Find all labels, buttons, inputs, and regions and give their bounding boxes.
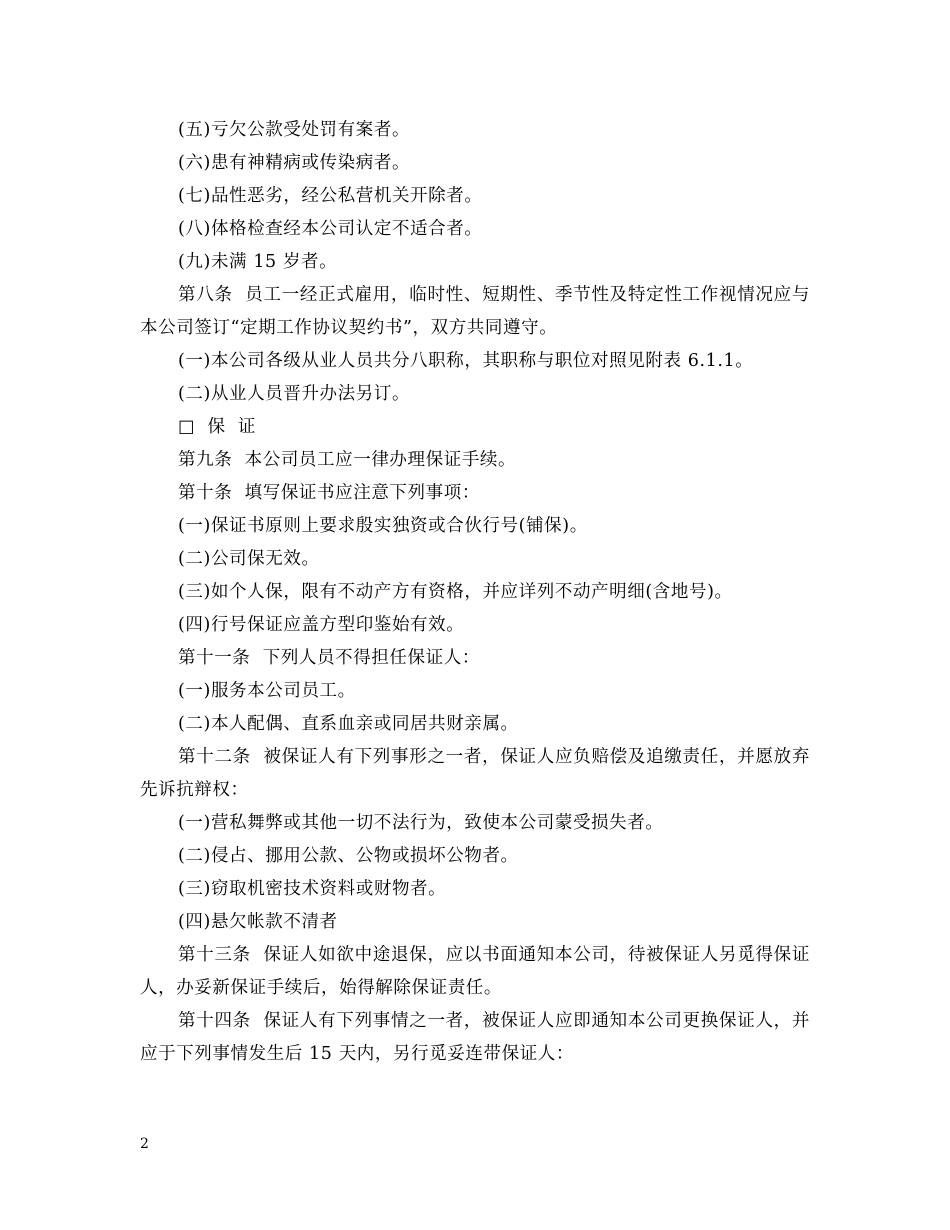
article-11: 第十一条 下列人员不得担任保证人： xyxy=(178,648,480,668)
paragraph-item-7: (七)品性恶劣，经公私营机关开除者。 xyxy=(178,186,483,206)
article-8: 第八条 员工一经正式雇用，临时性、短期性、季节性及特定性工作视情况应与本公司签订“定期工作协议契约书”，双方共同遵守。 xyxy=(140,285,810,338)
article-13: 第十三条 保证人如欲中途退保，应以书面通知本公司，待被保证人另觅得保证人，办妥新保证手续后，始得解除保证责任。 xyxy=(140,945,810,998)
paragraph-item-5: (五)亏欠公款受处罚有案者。 xyxy=(178,120,411,140)
article-8-item-2: (二)从业人员晋升办法另订。 xyxy=(178,384,411,404)
section-heading-guarantee: □ 保 证 xyxy=(178,417,256,437)
article-10-item-4: (四)行号保证应盖方型印鉴始有效。 xyxy=(178,615,465,635)
document-body xyxy=(140,114,810,1071)
article-12-item-1: (一)营私舞弊或其他一切不法行为，致使本公司蒙受损失者。 xyxy=(178,813,664,833)
article-14: 第十四条 保证人有下列事情之一者，被保证人应即通知本公司更换保证人，并应于下列事情发生后 15 天内，另行觅妥连带保证人： xyxy=(140,1011,810,1064)
article-10-item-3: (三)如个人保，限有不动产方有资格，并应详列不动产明细(含地号)。 xyxy=(178,582,733,602)
article-11-item-2: (二)本人配偶、直系血亲或同居共财亲属。 xyxy=(178,714,519,734)
article-12-item-3: (三)窃取机密技术资料或财物者。 xyxy=(178,879,447,899)
article-12: 第十二条 被保证人有下列事形之一者，保证人应负赔偿及追缴责任，并愿放弃先诉抗辩权： xyxy=(140,747,810,800)
article-12-item-4: (四)悬欠帐款不清者 xyxy=(178,912,338,932)
article-10-item-2: (二)公司保无效。 xyxy=(178,549,320,569)
article-10: 第十条 填写保证书应注意下列事项： xyxy=(178,483,480,503)
article-12-item-2: (二)侵占、挪用公款、公物或损坏公物者。 xyxy=(178,846,519,866)
paragraph-item-9: (九)未满 15 岁者。 xyxy=(178,252,338,272)
paragraph-item-6: (六)患有神精病或传染病者。 xyxy=(178,153,411,173)
paragraph-item-8: (八)体格检查经本公司认定不适合者。 xyxy=(178,219,483,239)
article-10-item-1: (一)保证书原则上要求殷实独资或合伙行号(铺保)。 xyxy=(178,516,588,536)
article-11-item-1: (一)服务本公司员工。 xyxy=(178,681,356,701)
article-8-item-1: (一)本公司各级从业人员共分八职称，其职称与职位对照见附表 6.1.1。 xyxy=(178,351,754,371)
article-9: 第九条 本公司员工应一律办理保证手续。 xyxy=(178,450,517,470)
page-number: 2 xyxy=(140,1136,149,1152)
